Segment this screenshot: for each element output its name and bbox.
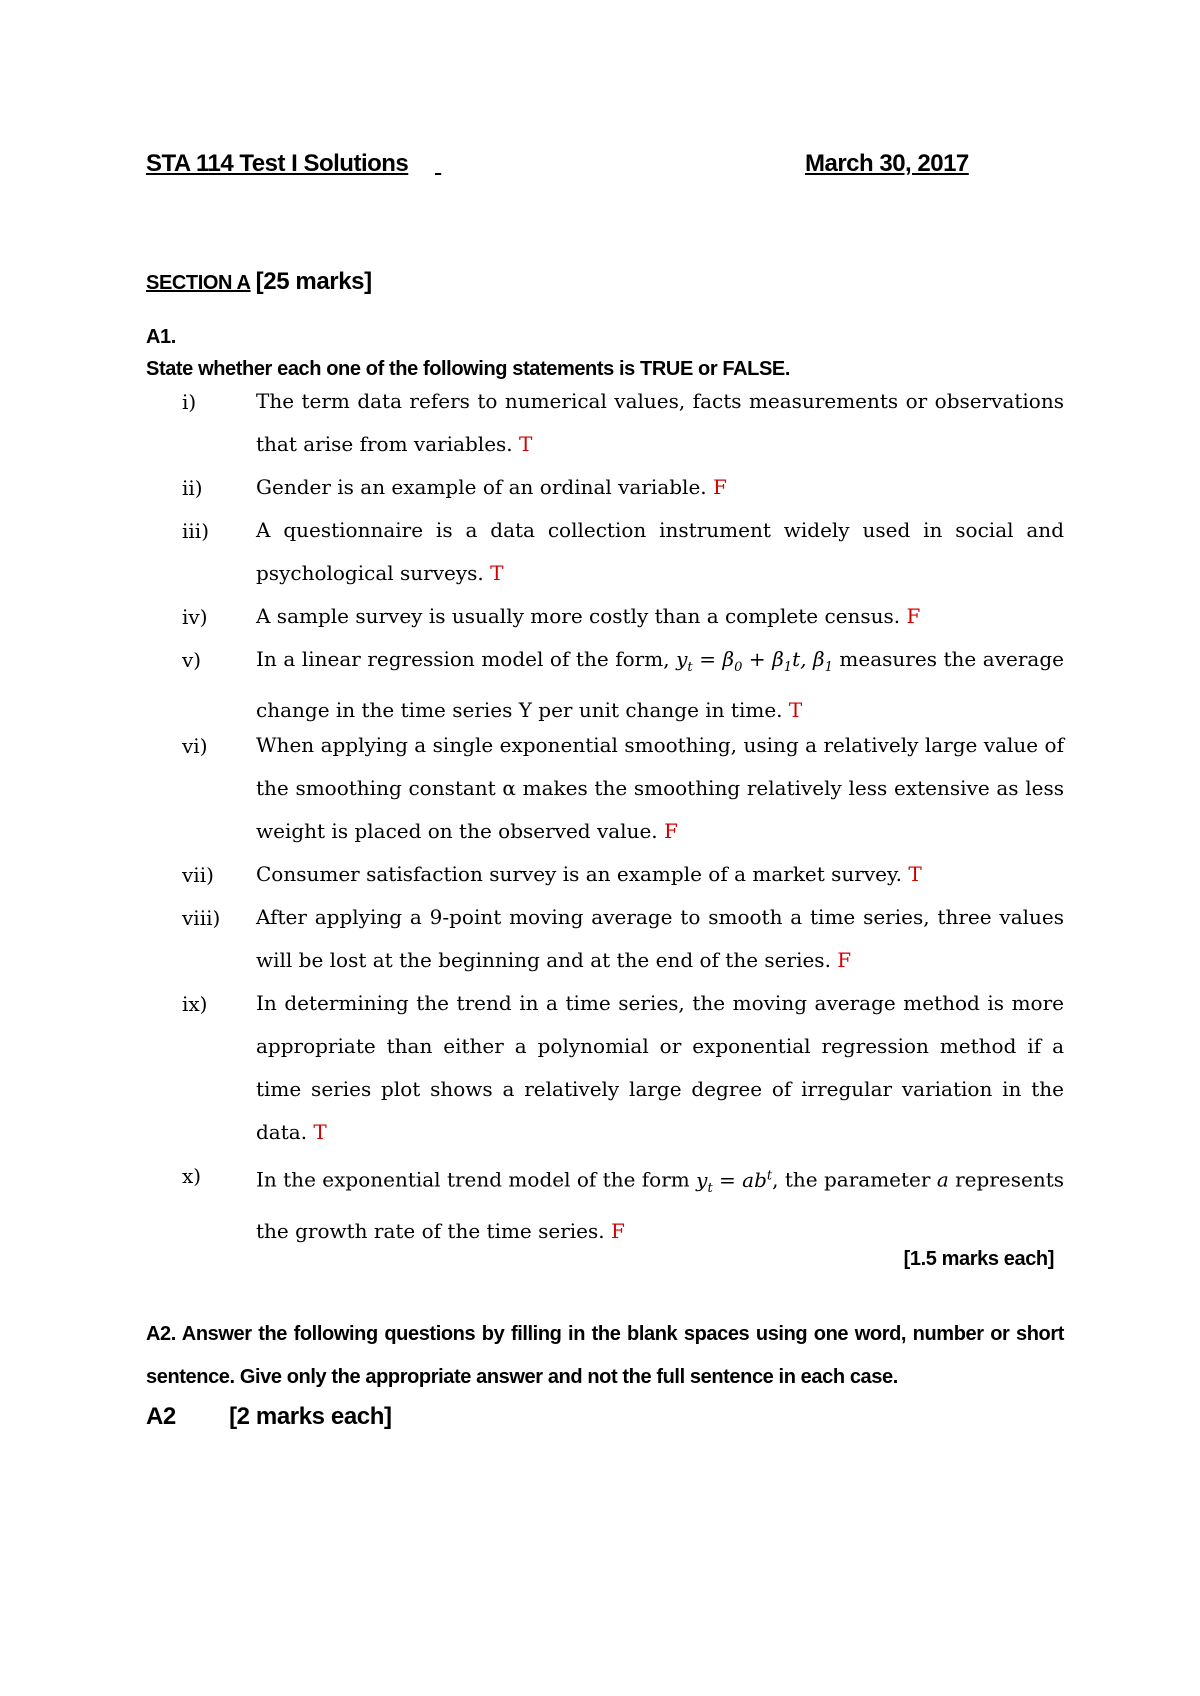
- question-instruction: State whether each one of the following statements is TRUE or FALSE.: [146, 358, 791, 380]
- item-text: [256, 595, 1064, 638]
- item-number: ix): [182, 992, 208, 1016]
- item-number: vi): [182, 734, 208, 758]
- item-text: [256, 1154, 1064, 1253]
- item-number: vii): [182, 863, 214, 887]
- section-marks: [25 marks]: [255, 268, 372, 295]
- item-text: [256, 896, 1064, 982]
- statement-end: represents the growth rate of the time series.: [256, 1167, 1065, 1243]
- item-number: i): [182, 390, 197, 414]
- statement: The term data refers to numerical values, facts measurements or observations that arise from variables.: [256, 389, 1064, 456]
- a2-heading: [146, 1403, 392, 1431]
- item-text: [256, 466, 1064, 509]
- marks-note: [1.5 marks each]: [903, 1248, 1054, 1270]
- answer-mark: F: [664, 819, 678, 843]
- exponential-formula: $y_t = ab^t$: [696, 1167, 773, 1196]
- answer-mark: T: [519, 432, 533, 456]
- section-label: SECTION A: [146, 272, 251, 294]
- statement: Gender is an example of an ordinal variable.: [256, 475, 707, 499]
- parameter-symbol: a: [936, 1167, 949, 1192]
- item-text: [256, 638, 1064, 732]
- item-text: [256, 380, 1064, 466]
- statement-continued: , the parameter: [772, 1167, 931, 1192]
- item-text: [256, 982, 1064, 1154]
- item-text: [256, 724, 1064, 853]
- item-text: [256, 509, 1064, 595]
- section-heading: [146, 268, 372, 296]
- answer-mark: T: [490, 561, 504, 585]
- item-number: viii): [182, 906, 221, 930]
- item-number: v): [182, 648, 202, 672]
- a2-instruction: A2. Answer the following questions by filling in the blank spaces using one word, number or short sentence. Give only the appropriate answer and not the full sentence in each case.: [146, 1323, 1064, 1388]
- item-number: iv): [182, 605, 208, 629]
- statement: After applying a 9-point moving average to smooth a time series, three values will be lost at the beginning and at the end of the series.: [256, 905, 1064, 972]
- statement: In determining the trend in a time series, the moving average method is more appropriate than either a polynomial or exponential regression method if a time series plot shows a relatively large degree of irregular variation in the data.: [256, 991, 1064, 1144]
- item-number: iii): [182, 519, 209, 543]
- item-text: [256, 853, 1064, 896]
- answer-mark: T: [788, 698, 803, 722]
- document-date: March 30, 2017: [805, 150, 969, 177]
- answer-mark: F: [713, 475, 727, 499]
- a2-marks: [2 marks each]: [229, 1403, 392, 1430]
- document-title: STA 114 Test I Solutions: [146, 150, 409, 177]
- statement: When applying a single exponential smoothing, using a relatively large value of the smoothing constant α makes the smoothing relatively less extensive as less weight is placed on the observed value.: [256, 733, 1064, 843]
- item-number: ii): [182, 476, 203, 500]
- title-underline-gap: [435, 150, 805, 178]
- item-number: x): [182, 1164, 202, 1188]
- answer-mark: T: [313, 1120, 327, 1144]
- statement-continued: measures the average change in the time series Y per unit change in time.: [256, 647, 1064, 722]
- statement: In the exponential trend model of the form: [256, 1167, 690, 1192]
- statement: In a linear regression model of the form,: [256, 647, 670, 671]
- statement: Consumer satisfaction survey is an example of a market survey.: [256, 862, 903, 886]
- statement: A questionnaire is a data collection instrument widely used in social and psychological surveys.: [256, 518, 1064, 585]
- answer-mark: F: [837, 948, 852, 972]
- answer-mark: F: [906, 604, 921, 628]
- statement: A sample survey is usually more costly than a complete census.: [256, 604, 901, 628]
- answer-mark: F: [611, 1218, 625, 1243]
- question-label: A1.: [146, 326, 176, 348]
- answer-mark: T: [908, 862, 922, 886]
- regression-formula: $y_t = \beta_0 + \beta_1t$, $\beta_1$: [676, 647, 833, 675]
- a2-label: A2: [146, 1403, 176, 1430]
